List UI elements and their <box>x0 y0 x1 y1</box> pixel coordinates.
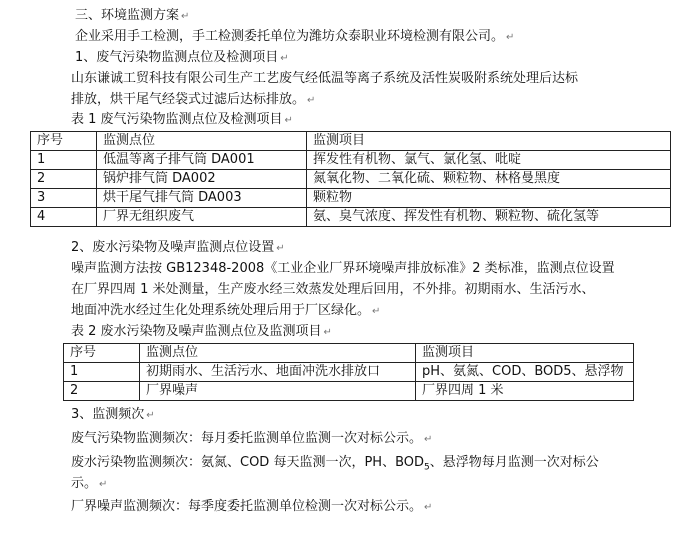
paragraph-mark: ↵ <box>424 434 433 445</box>
subheading-gas: 1、废气污染物监测点位及检测项目 ↵ <box>75 50 289 65</box>
noise-paragraph-line1: 噪声监测方法按 GB12348-2008《工业企业厂界环境噪声排放标准》2 类标准，监测点位设置 <box>71 261 615 276</box>
table-header-row <box>64 344 634 363</box>
subheading-frequency: 3、监测频次 ↵ <box>71 407 155 422</box>
table-header-cell: 序号 <box>31 132 97 151</box>
water-frequency-line1: 废水污染物监测频次：氨氮、COD 每天监测一次，PH、$BOD_5$、悬浮物每月监测一次对标公 <box>71 455 599 473</box>
gas-paragraph-line1: 山东谦诚工贸科技有限公司生产工艺废气经低温等离子系统及活性炭吸附系统处理后达标 <box>71 71 579 86</box>
table-cell: pH、氨氮、COD、BOD5、悬浮物 <box>416 363 634 382</box>
table-cell: 初期雨水、生活污水、地面冲洗水排放口 <box>140 363 416 382</box>
table-header-row <box>31 132 671 151</box>
table-header-cell: 监测点位 <box>97 132 307 151</box>
table-cell: 2 <box>31 170 97 189</box>
table-cell: 1 <box>64 363 140 382</box>
table-header-cell: 监测项目 <box>416 344 634 363</box>
water-frequency-line2: 示。 ↵ <box>71 476 108 491</box>
water-noise-monitoring-table <box>63 343 634 401</box>
table-row <box>31 189 671 208</box>
noise-paragraph-line2: 在厂界四周 1 米处测量，生产废水经三效蒸发处理后回用，不外排。初期雨水、生活污水、 <box>71 282 595 297</box>
table-cell: 颗粒物 <box>307 189 671 208</box>
subscript: 5 <box>424 462 430 473</box>
table-row <box>64 382 634 401</box>
paragraph-mark: ↵ <box>506 32 515 43</box>
paragraph-mark: ↵ <box>280 53 289 64</box>
paragraph-mark: ↵ <box>323 327 332 338</box>
paragraph-mark: ↵ <box>372 306 381 317</box>
table-cell: 4 <box>31 208 97 227</box>
table-cell: 1 <box>31 151 97 170</box>
paragraph-mark: ↵ <box>307 95 316 106</box>
table-row <box>31 151 671 170</box>
table2-caption: 表 2 废水污染物及噪声监测点位及监测项目 ↵ <box>71 324 332 339</box>
paragraph-mark: ↵ <box>99 479 108 490</box>
table-cell: 低温等离子排气筒 DA001 <box>97 151 307 170</box>
gas-monitoring-table <box>30 131 671 227</box>
table-cell: 2 <box>64 382 140 401</box>
table-cell: 氮氧化物、二氧化硫、颗粒物、林格曼黑度 <box>307 170 671 189</box>
table-cell: 厂界无组织废气 <box>97 208 307 227</box>
noise-paragraph-line3: 地面冲洗水经过生化处理系统处理后用于厂区绿化。 ↵ <box>71 303 381 318</box>
table-cell: 挥发性有机物、氯气、氯化氢、吡啶 <box>307 151 671 170</box>
paragraph-mark: ↵ <box>146 410 155 421</box>
table-cell: 厂界噪声 <box>140 382 416 401</box>
paragraph-mark: ↵ <box>284 115 293 126</box>
gas-frequency: 废气污染物监测频次：每月委托监测单位监测一次对标公示。 ↵ <box>71 431 433 446</box>
intro-paragraph: 企业采用手工检测，手工检测委托单位为潍坊众泰职业环境检测有限公司。 ↵ <box>75 29 515 44</box>
paragraph-mark: ↵ <box>276 243 285 254</box>
table-header-cell: 监测点位 <box>140 344 416 363</box>
table-row <box>64 363 634 382</box>
paragraph-mark: ↵ <box>424 502 433 513</box>
gas-paragraph-line2: 排放，烘干尾气经袋式过滤后达标排放。 ↵ <box>71 92 316 107</box>
table-row <box>31 208 671 227</box>
table-cell: 3 <box>31 189 97 208</box>
table1-caption: 表 1 废气污染物监测点位及检测项目 ↵ <box>71 112 293 127</box>
table-cell: 烘干尾气排气筒 DA003 <box>97 189 307 208</box>
paragraph-mark: ↵ <box>181 11 190 22</box>
table-header-cell: 监测项目 <box>307 132 671 151</box>
table-row <box>31 170 671 189</box>
table-header-cell: 序号 <box>64 344 140 363</box>
table-cell: 氨、臭气浓度、挥发性有机物、颗粒物、硫化氢等 <box>307 208 671 227</box>
noise-frequency: 厂界噪声监测频次：每季度委托监测单位检测一次对标公示。 ↵ <box>71 499 433 514</box>
table-cell: 厂界四周 1 米 <box>416 382 634 401</box>
subheading-water-noise: 2、废水污染物及噪声监测点位设置 ↵ <box>71 240 285 255</box>
section-heading: 三、环境监测方案 ↵ <box>75 8 190 23</box>
table-cell: 锅炉排气筒 DA002 <box>97 170 307 189</box>
